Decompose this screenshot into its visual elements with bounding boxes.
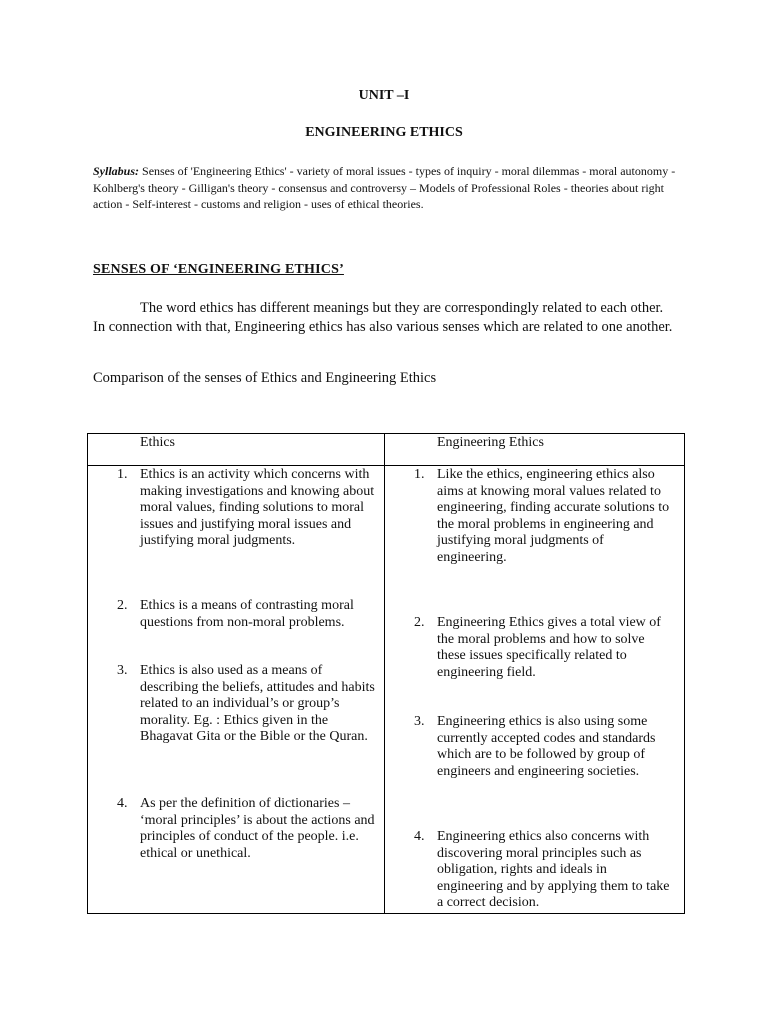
list-number: 3. <box>117 663 128 678</box>
column-divider <box>384 434 385 913</box>
list-number: 3. <box>414 714 425 729</box>
unit-title: UNIT –I <box>358 88 410 103</box>
list-item-text: Engineering ethics also concerns with discovering moral principles such as obligation, rights and ideals in engineering and by applying them to take a correct decision. <box>437 829 670 911</box>
list-number: 1. <box>117 467 128 482</box>
header-rule <box>88 465 684 466</box>
ethics-item <box>117 796 376 862</box>
list-item-text: Ethics is also used as a means of describing the beliefs, attitudes and habits related to an individual’s or group’s morality. Eg. : Ethics given in the Bhagavat Gita or the Bible or the Quran. <box>140 663 375 745</box>
list-item-text: Engineering ethics is also using some currently accepted codes and standards which are to be followed by group of engineers and engineering societies. <box>437 714 656 779</box>
engineering-ethics-item <box>414 714 673 780</box>
engineering-ethics-item <box>414 615 673 681</box>
list-number: 1. <box>414 467 425 482</box>
engineering-ethics-item <box>414 829 673 912</box>
syllabus-paragraph <box>93 163 677 213</box>
list-item-text: Ethics is an activity which concerns with making investigations and knowing about moral values, finding solutions to moral issues and justifying moral issues and justifying moral judgments. <box>140 467 375 549</box>
list-item-text: Engineering Ethics gives a total view of the moral problems and how to solve these issues specifically related to engineering field. <box>437 615 661 680</box>
column-header-ethics: Ethics <box>140 435 175 450</box>
ethics-item <box>117 598 376 631</box>
list-item-text: Ethics is a means of contrasting moral questions from non-moral problems. <box>140 598 354 630</box>
list-number: 2. <box>414 615 425 630</box>
ethics-item <box>117 467 376 550</box>
section-heading: SENSES OF ‘ENGINEERING ETHICS’ <box>93 262 344 277</box>
column-header-engineering-ethics: Engineering Ethics <box>437 435 544 450</box>
intro-paragraph: The word ethics has different meanings but they are correspondingly related to each other. In connection with that, Engineering ethics has also various senses which are related to one another. <box>93 300 673 335</box>
list-number: 2. <box>117 598 128 613</box>
table-caption: Comparison of the senses of Ethics and Engineering Ethics <box>93 370 437 386</box>
list-number: 4. <box>414 829 425 844</box>
syllabus-text: Senses of 'Engineering Ethics' - variety of moral issues - types of inquiry - moral dilemmas - moral autonomy - Kohlberg's theory - Gilligan's theory - consensus and controversy – Models of Professional Roles - theories about right action - Self-interest - customs and religion - uses of ethical theories. <box>93 164 676 211</box>
comparison-table <box>87 433 685 914</box>
document-title: ENGINEERING ETHICS <box>305 125 463 140</box>
engineering-ethics-item <box>414 467 673 567</box>
syllabus-label: Syllabus: <box>93 164 140 178</box>
list-number: 4. <box>117 796 128 811</box>
list-item-text: As per the definition of dictionaries – ‘moral principles’ is about the actions and principles of conduct of the people. i.e. ethical or unethical. <box>140 796 375 861</box>
list-item-text: Like the ethics, engineering ethics also aims at knowing moral values related to engineering, finding accurate solutions to the moral problems in engineering and justifying moral judgments of engineering. <box>437 467 670 565</box>
ethics-item <box>117 663 376 746</box>
